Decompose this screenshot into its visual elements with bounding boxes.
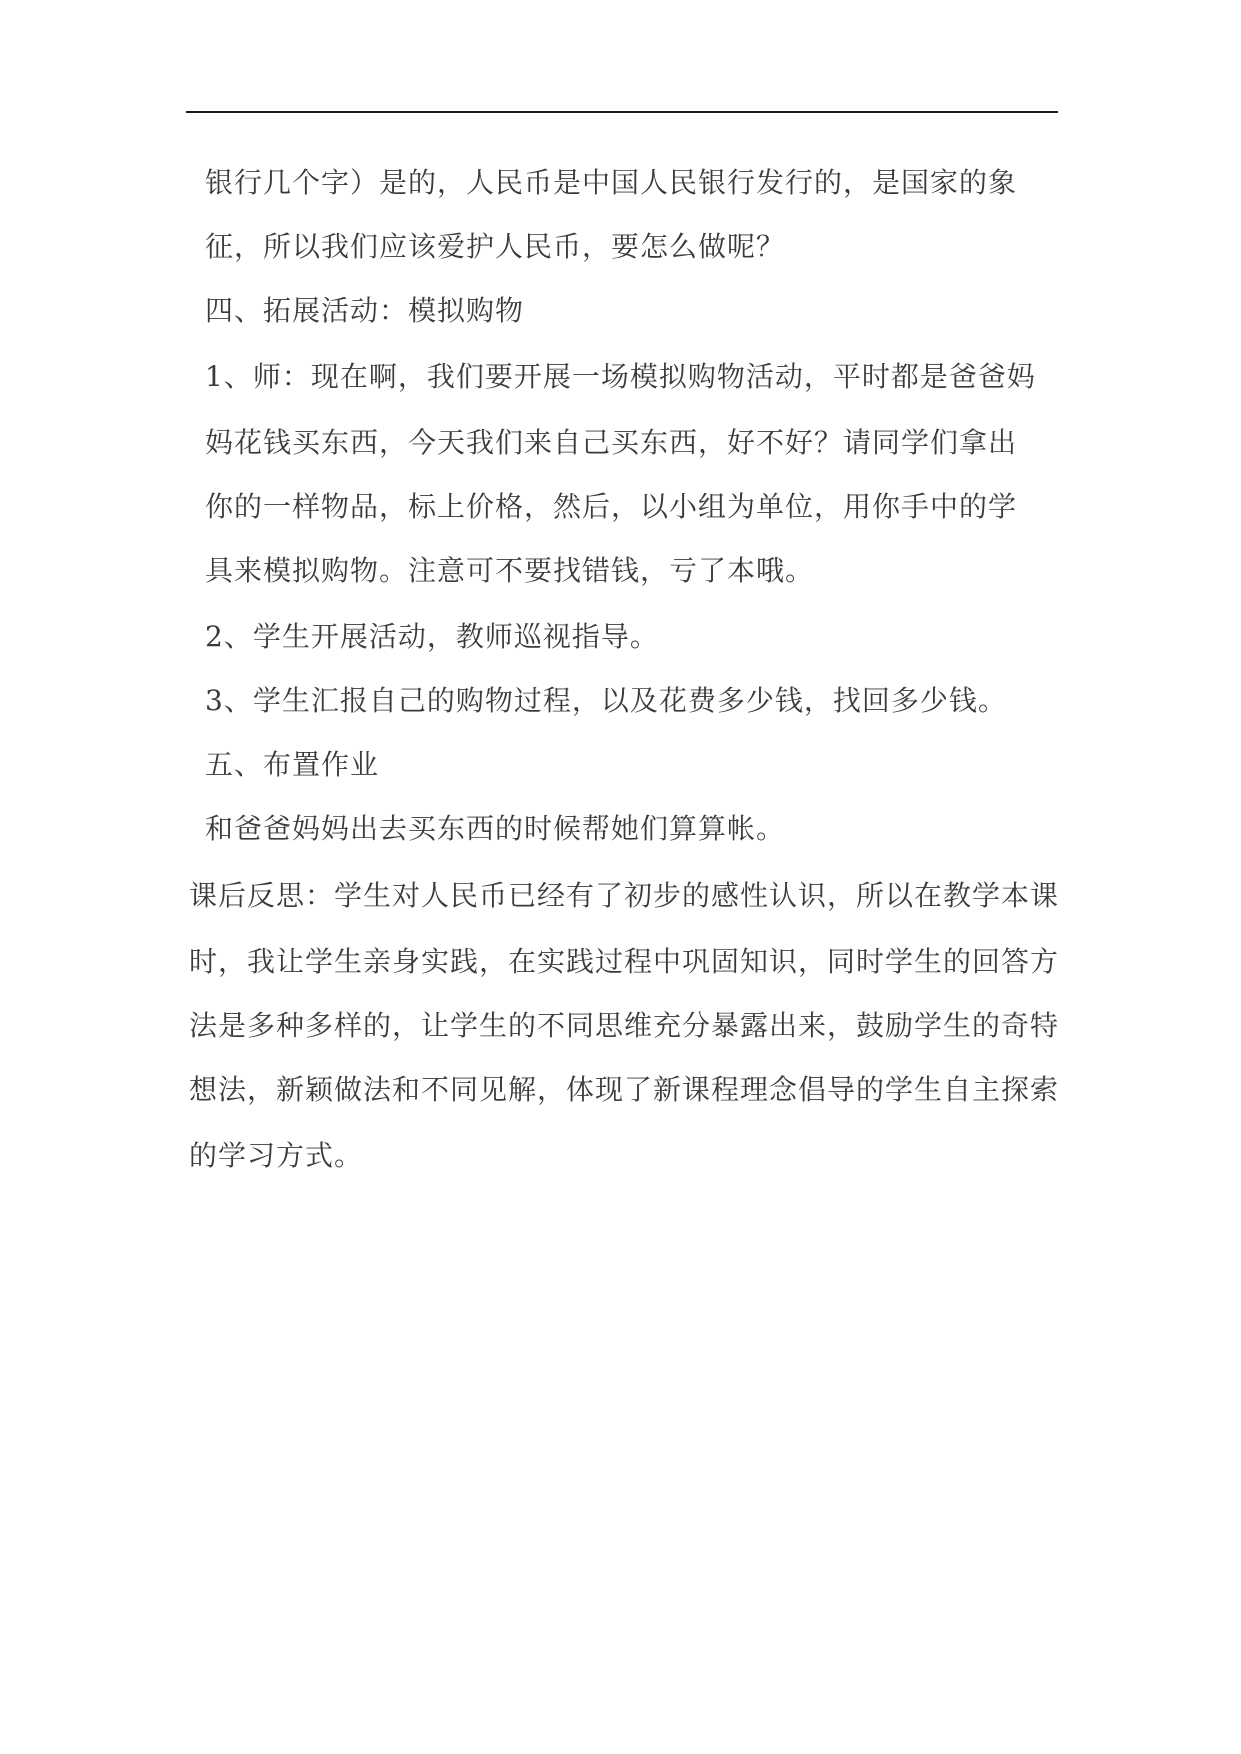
header-rule	[186, 111, 1058, 113]
lesson-line: 你的一样物品，标上价格，然后，以小组为单位，用你手中的学	[205, 490, 1018, 523]
lesson-line: 3、学生汇报自己的购物过程，以及花费多少钱，找回多少钱。	[205, 684, 1007, 717]
lesson-line: 具来模拟购物。注意可不要找错钱，亏了本哦。	[205, 554, 815, 587]
reflection-line: 时，我让学生亲身实践，在实践过程中巩固知识，同时学生的回答方	[189, 945, 1060, 978]
lesson-line: 和爸爸妈妈出去买东西的时候帮她们算算帐。	[205, 812, 786, 845]
lesson-line: 妈花钱买东西，今天我们来自己买东西，好不好？请同学们拿出	[205, 426, 1018, 459]
lesson-line: 银行几个字）是的，人民币是中国人民银行发行的，是国家的象	[205, 166, 1018, 199]
reflection-line: 想法，新颖做法和不同见解，体现了新课程理念倡导的学生自主探索	[189, 1073, 1060, 1106]
lesson-line: 征，所以我们应该爱护人民币，要怎么做呢？	[205, 230, 786, 263]
reflection-line: 课后反思：学生对人民币已经有了初步的感性认识，所以在教学本课	[189, 879, 1060, 912]
reflection-line: 的学习方式。	[189, 1139, 364, 1172]
section-heading: 四、拓展活动：模拟购物	[205, 294, 525, 327]
lesson-line: 1、师：现在啊，我们要开展一场模拟购物活动，平时都是爸爸妈	[205, 360, 1036, 393]
reflection-line: 法是多种多样的，让学生的不同思维充分暴露出来，鼓励学生的奇特	[189, 1009, 1060, 1042]
section-heading: 五、布置作业	[205, 748, 380, 781]
lesson-line: 2、学生开展活动，教师巡视指导。	[205, 620, 659, 653]
